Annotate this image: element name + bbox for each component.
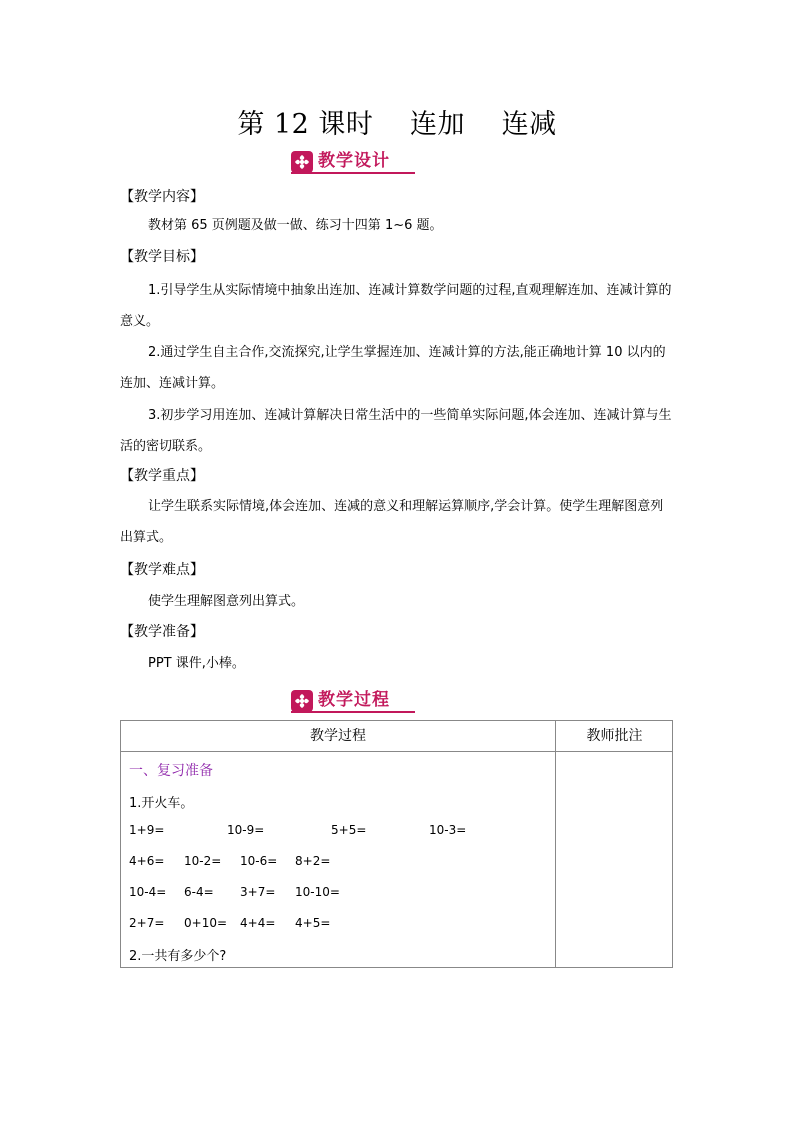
key-points-text: 让学生联系实际情境,体会连加、连减的意义和理解运算顺序,学会计算。使学生理解图意列出算式。	[120, 499, 664, 545]
section-title-process: 教学过程	[318, 690, 390, 710]
flower-icon	[291, 151, 313, 173]
goal-item-2: 2.通过学生自主合作,交流探究,让学生掌握连加、连减计算的方法,能正确地计算 10 以内的连加、连减计算。	[120, 345, 666, 391]
goal-item-3: 3.初步学习用连加、连减计算解决日常生活中的一些简单实际问题,体会连加、连减计算与生活的密切联系。	[120, 408, 672, 454]
equation: 10-4=	[129, 885, 167, 899]
equation: 4+6=	[129, 854, 165, 868]
content-text: 教材第 65 页例题及做一做、练习十四第 1~6 题。	[148, 218, 443, 233]
equation: 2+7=	[129, 916, 165, 930]
table-item-2: 2.一共有多少个?	[129, 949, 227, 964]
equation: 3+7=	[240, 885, 276, 899]
page-title: 第 12 课时 连加 连减	[237, 109, 557, 140]
heading-key-points: 【教学重点】	[120, 468, 204, 484]
heading-content: 【教学内容】	[120, 189, 204, 205]
table-subtitle: 一、复习准备	[129, 763, 213, 779]
equation: 10-3=	[429, 823, 467, 837]
table-header-process: 教学过程	[310, 728, 366, 744]
equation: 5+5=	[331, 823, 367, 837]
goal-item-1: 1.引导学生从实际情境中抽象出连加、连减计算数学问题的过程,直观理解连加、连减计算的意义。	[120, 283, 672, 329]
equation: 8+2=	[295, 854, 331, 868]
difficulties-text: 使学生理解图意列出算式。	[148, 594, 305, 609]
equation: 10-9=	[227, 823, 265, 837]
heading-preparation: 【教学准备】	[120, 624, 204, 640]
equation: 6-4=	[184, 885, 214, 899]
heading-difficulties: 【教学难点】	[120, 562, 204, 578]
table-item-1: 1.开火车。	[129, 796, 194, 811]
table-header-notes: 教师批注	[586, 728, 643, 744]
equation: 10-10=	[295, 885, 340, 899]
preparation-text: PPT 课件,小棒。	[148, 656, 245, 671]
heading-goals: 【教学目标】	[120, 249, 204, 265]
equation: 10-2=	[184, 854, 222, 868]
equation: 10-6=	[240, 854, 278, 868]
section-banner-process	[291, 689, 415, 713]
equation: 0+10=	[184, 916, 228, 930]
equation: 1+9=	[129, 823, 165, 837]
process-table	[120, 720, 673, 968]
equation: 4+5=	[295, 916, 331, 930]
section-banner-design	[291, 150, 415, 174]
section-title-design: 教学设计	[318, 151, 390, 171]
equation: 4+4=	[240, 916, 276, 930]
flower-icon	[291, 690, 313, 712]
